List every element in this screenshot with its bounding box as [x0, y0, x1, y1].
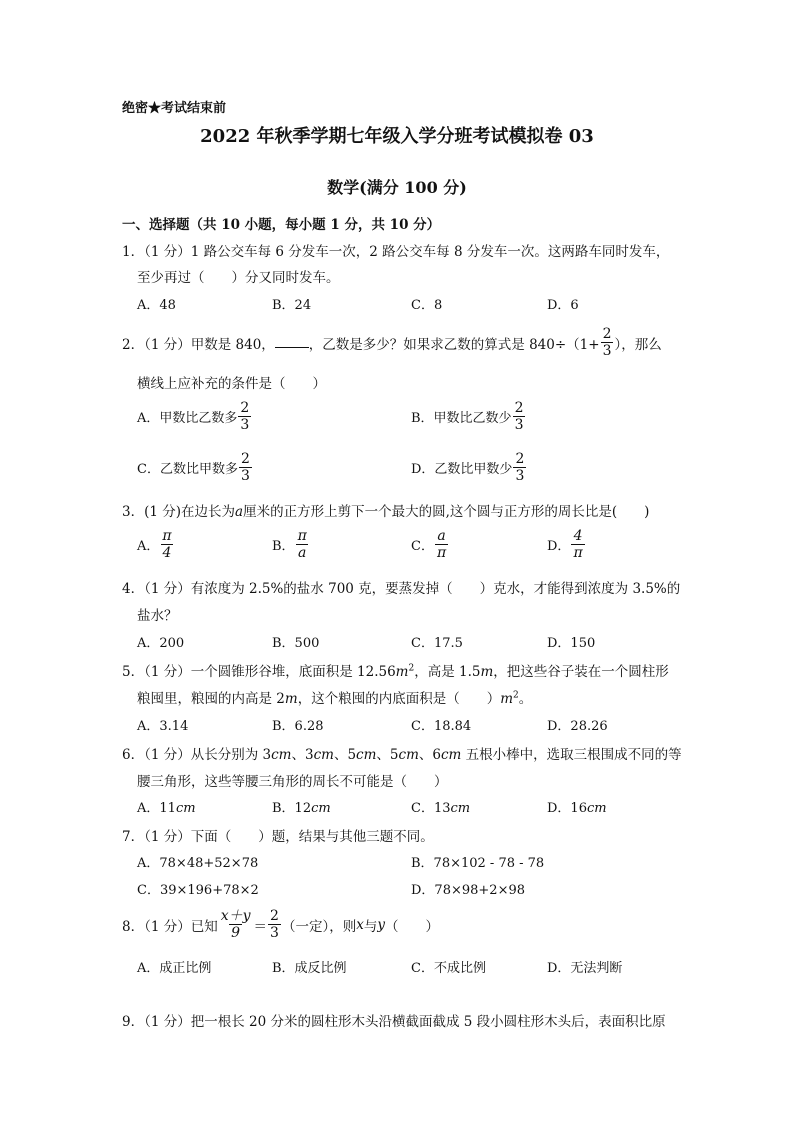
q6-unit-3: cm — [356, 747, 377, 763]
q2-option-b-fraction — [513, 400, 526, 433]
q6-option-c — [411, 797, 470, 816]
q2-fraction — [601, 326, 614, 359]
q5-line2 — [137, 687, 532, 707]
q2-text-post: ），那么 — [614, 336, 662, 353]
q2-frac-den: 3 — [602, 343, 612, 360]
q4-option-d: D．150 — [547, 636, 596, 651]
q2-blank — [275, 337, 309, 348]
q8-rfrac-num: 2 — [270, 908, 279, 924]
q8-line1 — [122, 908, 439, 941]
q6-unit-2: cm — [313, 747, 334, 763]
q4-option-a: A．200 — [137, 636, 185, 651]
q6-unit-1: cm — [271, 747, 292, 763]
q8-fraction-left — [219, 908, 253, 941]
q5-unit-2: m — [480, 664, 494, 680]
q7-option-d: D．78×98+2×98 — [411, 883, 525, 898]
q2-option-a-text: A．甲数比乙数多 — [137, 411, 238, 427]
q7-option-a: A．78×48+52×78 — [137, 856, 259, 871]
q8-option-b: B．成反比例 — [272, 961, 347, 976]
q3-option-b — [272, 528, 310, 561]
q4-line2: 盐水？ — [137, 608, 178, 624]
q6-option-d-text: D．16 — [547, 801, 587, 816]
q2-frac-num: 2 — [602, 326, 612, 342]
q2-option-a — [137, 400, 252, 433]
q3-option-b-num: π — [297, 528, 307, 544]
q8-equals: ＝ — [253, 918, 268, 935]
q5-sup-2: 2 — [513, 690, 519, 701]
q5-unit-3: m — [284, 691, 298, 707]
q8-option-c: C．不成比例 — [411, 961, 486, 976]
q2-option-a-num: 2 — [240, 400, 250, 416]
q6-option-a-text: A．11 — [137, 801, 176, 816]
section-heading: 一、选择题（共 10 小题，每小题 1 分，共 10 分） — [122, 217, 441, 233]
q3-option-d-label: D． — [547, 539, 571, 555]
q5-unit-1: m — [395, 664, 409, 680]
q8-var-x: x — [356, 916, 364, 933]
q7-option-c: C．39×196+78×2 — [137, 883, 259, 898]
q5-text-3: ，把这些谷子装在一个圆柱形 — [493, 664, 669, 680]
q6-option-b-text: B．12 — [272, 801, 312, 816]
q8-rfrac-den: 3 — [270, 925, 279, 942]
q2-option-b-text: B．甲数比乙数少 — [411, 411, 512, 427]
secret-label: 绝密★考试结束前 — [122, 101, 227, 116]
q2-option-d-den: 3 — [515, 468, 525, 485]
q1-option-a: A．48 — [137, 298, 176, 313]
q9-line1: 9．（1 分）把一根长 20 分米的圆柱形木头沿横截面截成 5 段小圆柱形木头后，表面积比原 — [122, 1014, 666, 1030]
q2-option-d — [411, 451, 527, 484]
q6-option-c-unit: cm — [450, 801, 471, 816]
q3-var-a: a — [235, 504, 244, 520]
q5-option-b: B．6.28 — [272, 719, 324, 734]
q2-option-c-den: 3 — [240, 468, 250, 485]
q5-text-6: 。 — [518, 691, 533, 707]
q5-line1 — [122, 660, 669, 680]
q3-option-c — [411, 528, 449, 561]
q3-text-post: 厘米的正方形上剪下一个最大的圆,这个圆与正方形的周长比是( ) — [243, 504, 650, 520]
q2-option-d-text: D．乙数比甲数少 — [411, 462, 513, 478]
q3-text-pre: 3．(1 分)在边长为 — [122, 504, 236, 520]
q3-option-c-label: C． — [411, 539, 434, 555]
q8-option-a: A．成正比例 — [137, 961, 212, 976]
q5-option-d: D．28.26 — [547, 719, 608, 734]
q8-text-pre: 8．（1 分）已知 — [122, 918, 218, 935]
q1-option-b: B．24 — [272, 298, 312, 313]
q5-sup-1: 2 — [408, 663, 415, 674]
q7-line1: 7．（1 分）下面（ ）题，结果与其他三题不同。 — [122, 829, 434, 845]
q3-option-a-num: π — [162, 528, 172, 544]
q5-text-5: ，这个粮囤的内底面积是（ ） — [297, 691, 501, 707]
q5-text-1: 5．（1 分）一个圆锥形谷堆，底面积是 12.56 — [122, 664, 396, 680]
q8-var-y: y — [377, 916, 385, 933]
q2-option-c-text: C．乙数比甲数多 — [137, 462, 238, 478]
q2-line1 — [122, 326, 662, 359]
q2-option-b-den: 3 — [514, 417, 524, 434]
q6-line2: 腰三角形，这些等腰三角形的周长不可能是（ ） — [137, 774, 448, 790]
q6-option-a — [137, 797, 196, 816]
q3-option-c-fraction — [435, 528, 448, 561]
q5-text-4: 粮囤里，粮囤的内高是 2 — [137, 691, 285, 707]
q6-option-d — [547, 797, 607, 816]
q4-line1: 4．（1 分）有浓度为 2.5%的盐水 700 克，要蒸发掉（ ）克水，才能得到浓度为 3.5%的 — [122, 581, 681, 597]
q2-option-b-num: 2 — [514, 400, 524, 416]
q6-option-b-unit: cm — [311, 801, 331, 816]
q2-option-c-fraction — [239, 451, 252, 484]
q8-frac-num: x＋y — [220, 908, 251, 924]
q2-option-b — [411, 400, 526, 433]
q3-option-d-den: π — [573, 545, 583, 562]
q1-line2: 至少再过（ ）分又同时发车。 — [137, 270, 340, 286]
q6-text-5: 、6 — [418, 747, 441, 763]
q1-option-d: D．6 — [547, 298, 579, 313]
q2-option-c — [137, 451, 253, 484]
page-subtitle: 数学(满分 100 分) — [327, 178, 467, 197]
q6-option-c-text: C．13 — [411, 801, 451, 816]
q5-unit-4: m — [500, 691, 514, 707]
q7-option-b: B．78×102 - 78 - 78 — [411, 856, 545, 871]
q3-line1 — [122, 500, 649, 520]
q8-text-post: （ ） — [384, 918, 439, 935]
q6-text-2: 、3 — [291, 747, 314, 763]
q3-option-b-label: B． — [272, 539, 295, 555]
q8-frac-den: 9 — [231, 925, 241, 942]
q2-option-a-den: 3 — [240, 417, 250, 434]
q2-text-mid: ，乙数是多少？如果求乙数的算式是 840÷（1+ — [308, 336, 600, 353]
q2-option-d-fraction — [513, 451, 526, 484]
q3-option-c-den: π — [436, 545, 447, 562]
q3-option-a-fraction — [160, 528, 173, 561]
page-title: 2022 年秋季学期七年级入学分班考试模拟卷 03 — [200, 126, 594, 147]
q1-line1: 1．（1 分）1 路公交车每 6 分发车一次，2 路公交车每 8 分发车一次。这两路车同时发车， — [122, 244, 670, 260]
q2-option-a-fraction — [238, 400, 251, 433]
q2-text-pre: 2．（1 分）甲数是 840， — [122, 336, 275, 353]
q6-unit-4: cm — [398, 747, 419, 763]
q3-option-d-num: 4 — [573, 528, 583, 544]
q5-option-c: C．18.84 — [411, 719, 472, 734]
q8-fraction-right — [268, 908, 281, 941]
q8-text-mid: （一定），则 — [281, 918, 357, 935]
q3-option-d — [547, 528, 586, 561]
q3-option-d-fraction — [571, 528, 584, 561]
q2-option-d-num: 2 — [515, 451, 525, 467]
q6-text-1: 6．（1 分）从长分别为 3 — [122, 747, 272, 763]
q8-text-and: 与 — [363, 918, 378, 935]
q4-option-b: B．500 — [272, 636, 320, 651]
q3-option-a — [137, 528, 175, 561]
q6-option-a-unit: cm — [175, 801, 196, 816]
q4-option-c: C．17.5 — [411, 636, 463, 651]
q2-option-c-num: 2 — [240, 451, 250, 467]
q3-option-b-fraction — [296, 528, 309, 561]
q5-text-2: ，高是 1.5 — [414, 664, 481, 680]
q6-text-3: 、5 — [333, 747, 357, 763]
q3-option-b-den: a — [297, 545, 307, 562]
q3-option-a-den: 4 — [162, 545, 172, 562]
q2-line2: 横线上应补充的条件是（ ） — [137, 376, 326, 392]
q6-text-6: 五根小棒中，选取三根围成不同的等 — [461, 747, 682, 763]
q6-option-d-unit: cm — [586, 801, 607, 816]
q1-option-c: C．8 — [411, 298, 443, 313]
q5-option-a: A．3.14 — [137, 719, 189, 734]
q6-text-4: 、5 — [376, 747, 399, 763]
q3-option-a-label: A． — [137, 539, 160, 555]
q6-unit-5: cm — [440, 747, 462, 763]
q6-line1 — [122, 743, 682, 763]
q8-option-d: D．无法判断 — [547, 961, 623, 976]
q6-option-b — [272, 797, 331, 816]
q3-option-c-num: a — [437, 528, 446, 544]
